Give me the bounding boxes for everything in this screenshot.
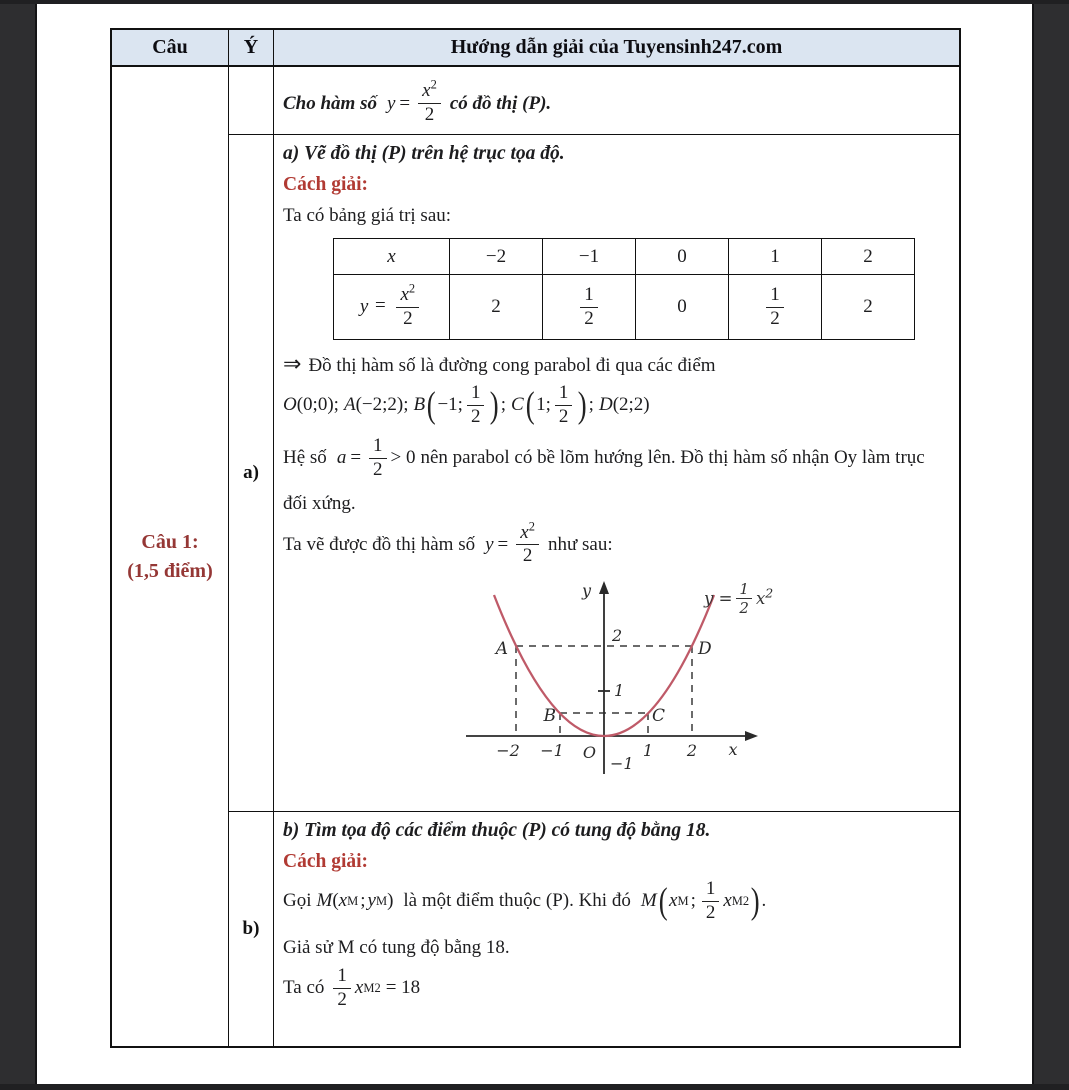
y-axis-arrow-icon bbox=[599, 581, 609, 594]
pt-D-args: (2;2) bbox=[612, 394, 650, 416]
y-cell-intro bbox=[229, 67, 274, 135]
math-M: M bbox=[640, 890, 657, 912]
conclusion-text: Đồ thị hàm số là đường cong parabol đi qua các điểm bbox=[308, 355, 716, 376]
ytick-1: 1 bbox=[614, 681, 625, 701]
implies-icon: ⇒ bbox=[283, 351, 302, 376]
mid-text: là một điểm thuộc (P). Khi đó bbox=[403, 890, 631, 912]
paren-close: ) bbox=[387, 890, 394, 912]
part-b-cell bbox=[274, 812, 959, 1046]
x-value: 0 bbox=[636, 239, 729, 275]
fraction-x2-over-2 bbox=[418, 77, 441, 126]
fraction-x2-over-2: $\frac{x^2}{2}$ bbox=[516, 523, 539, 568]
conclusion-line bbox=[283, 351, 945, 377]
intro-text-pre: Cho hàm số bbox=[283, 92, 377, 114]
big-paren-close: ) bbox=[490, 384, 500, 426]
goi-text: Gọi bbox=[283, 890, 312, 912]
question-points: (1,5 điểm) bbox=[127, 559, 213, 582]
y-value-frac: $\frac{1}{2}$ bbox=[729, 275, 822, 340]
y-value: 2 bbox=[822, 275, 915, 340]
pt-B-inner: −1; bbox=[437, 394, 463, 416]
header-guide-label: Hướng dẫn giải của Tuyensinh247.com bbox=[450, 36, 783, 58]
part-a-title: a) Vẽ đồ thị (P) trên hệ trục tọa độ. bbox=[283, 143, 565, 164]
xtick-1: 1 bbox=[642, 741, 654, 761]
paren-open: ( bbox=[332, 890, 339, 912]
y-axis-label: y bbox=[581, 581, 591, 601]
ytick-2: 2 bbox=[612, 626, 623, 646]
header-y-label: Ý bbox=[243, 36, 259, 58]
draw-line bbox=[283, 519, 945, 568]
solution-table bbox=[110, 28, 961, 1048]
pt-B: B bbox=[413, 394, 426, 416]
pt-C: C bbox=[511, 394, 524, 416]
pt-A-args: (−2;2); bbox=[355, 394, 409, 416]
point-label-A: A bbox=[495, 639, 508, 660]
pt-D: D bbox=[598, 394, 613, 416]
math-eq: = bbox=[399, 92, 411, 114]
value-table bbox=[333, 238, 915, 340]
coef-post: nên parabol có bề lõm hướng lên. Đồ thị hàm số nhận Oy làm trục bbox=[420, 447, 925, 469]
value-table-x-label: x bbox=[387, 245, 396, 267]
gt-zero: > 0 bbox=[390, 447, 416, 469]
point-label-D: D bbox=[698, 639, 712, 660]
point-M-line: Gọi M ( x M ; y M ) là một điểm thuộc (P). Khi đó M ( x M ; $\frac{1}{2}$ x M 2 ) . bbox=[283, 878, 767, 923]
y-value-frac: $\frac{1}{2}$ bbox=[543, 275, 636, 340]
header-col-cau bbox=[112, 30, 229, 67]
xtick-neg1: −1 bbox=[540, 741, 564, 761]
curve-eq-var: $x^2$ bbox=[755, 585, 774, 609]
separator: ; bbox=[588, 394, 594, 416]
curve-equation-label: y = $\frac{1}{2}$ $x^2$ bbox=[704, 580, 774, 617]
draw-post: như sau: bbox=[547, 533, 613, 555]
pt-O-args: (0;0); bbox=[296, 394, 339, 416]
math-y: y bbox=[485, 533, 494, 555]
curve-eq-lhs: y = bbox=[704, 589, 733, 609]
part-b-mark: b) bbox=[242, 918, 260, 939]
x-value: −1 bbox=[543, 239, 636, 275]
header-col-guide bbox=[274, 30, 959, 67]
coefficient-line-2: đối xứng. bbox=[283, 492, 356, 514]
ytick-neg1: −1 bbox=[610, 754, 634, 774]
fraction-x2-over-2: $\frac{x^2}{2}$ bbox=[396, 285, 419, 330]
big-paren-close: ) bbox=[750, 880, 760, 922]
taco-text: Ta có bbox=[283, 977, 325, 999]
math-eq: = bbox=[497, 533, 509, 555]
part-a-table-intro: Ta có bảng giá trị sau: bbox=[283, 205, 452, 226]
part-b-solution-label: Cách giải: bbox=[283, 851, 369, 872]
eq-sign: = bbox=[350, 447, 362, 469]
big-paren-close: ) bbox=[578, 384, 587, 426]
xtick-neg2: −2 bbox=[496, 741, 520, 761]
question-cell bbox=[112, 67, 229, 1046]
coef-pre: Hệ số bbox=[283, 447, 327, 469]
eq-sign: = bbox=[375, 295, 386, 317]
equals-18: = 18 bbox=[385, 977, 421, 999]
x-axis-label: x bbox=[728, 740, 738, 760]
pt-A: A bbox=[343, 394, 356, 416]
separator: ; bbox=[500, 394, 507, 416]
part-a-cell bbox=[274, 135, 959, 812]
y-value: 2 bbox=[450, 275, 543, 340]
period: . bbox=[761, 890, 767, 912]
intro-cell bbox=[274, 67, 959, 135]
x-axis-arrow-icon bbox=[745, 731, 758, 741]
scan-border-right bbox=[1032, 0, 1069, 1090]
draw-pre: Ta vẽ được đồ thị hàm số bbox=[283, 533, 476, 555]
question-number: Câu 1: bbox=[141, 530, 199, 553]
part-a-solution-label: Cách giải: bbox=[283, 174, 369, 195]
equation-line: Ta có $\frac{1}{2}$ x M 2 = 18 bbox=[283, 964, 421, 1010]
x-value: 2 bbox=[822, 239, 915, 275]
math-y: y bbox=[386, 92, 396, 114]
xtick-2: 2 bbox=[686, 741, 698, 761]
x-value: 1 bbox=[729, 239, 822, 275]
x-value: −2 bbox=[450, 239, 543, 275]
y-var: y bbox=[359, 295, 369, 317]
y-cell-a bbox=[229, 135, 274, 812]
value-table-y-row bbox=[334, 275, 915, 340]
point-label-C: C bbox=[652, 706, 666, 727]
pt-C-inner: 1; bbox=[536, 394, 551, 416]
math-M: M bbox=[316, 890, 333, 912]
header-cau-label: Câu bbox=[152, 36, 188, 58]
frac-num-x: x bbox=[422, 80, 431, 102]
y-value: 0 bbox=[636, 275, 729, 340]
coefficient-line: Hệ số a = $\frac{1}{2}$ > 0 nên parabol có bề lõm hướng lên. Đồ thị hàm số nhận Oy làm trục bbox=[283, 434, 925, 480]
scan-border-bottom bbox=[0, 1084, 1069, 1090]
assume-line: Giả sử M có tung độ bằng 18. bbox=[283, 936, 510, 958]
part-b-title: b) Tìm tọa độ các điểm thuộc (P) có tung độ bằng 18. bbox=[283, 820, 711, 841]
value-table-y-label bbox=[334, 275, 450, 340]
header-col-y bbox=[229, 30, 274, 67]
points-line: O (0;0); A (−2;2); B ( −1; $\frac{1}{2}$ ) ; C ( 1; $\frac{1}{2}$ ) ; D (2;2) bbox=[283, 382, 650, 427]
scan-border-top bbox=[0, 0, 1069, 4]
pt-O: O bbox=[283, 394, 297, 416]
big-paren-open: ( bbox=[426, 384, 436, 426]
frac-num-sup: 2 bbox=[430, 77, 437, 92]
big-paren-open: ( bbox=[658, 880, 668, 922]
big-paren-open: ( bbox=[525, 384, 535, 426]
y-cell-b bbox=[229, 812, 274, 1046]
origin-label: O bbox=[582, 743, 596, 763]
value-table-x-row bbox=[334, 239, 915, 275]
part-a-mark: a) bbox=[243, 462, 259, 483]
scan-border-left bbox=[0, 0, 37, 1090]
coef-a: a bbox=[336, 447, 347, 469]
intro-text-post: có đồ thị (P). bbox=[449, 92, 552, 114]
frac-den: 2 bbox=[424, 104, 435, 125]
point-label-B: B bbox=[543, 706, 556, 727]
parabola-graph bbox=[448, 577, 808, 785]
